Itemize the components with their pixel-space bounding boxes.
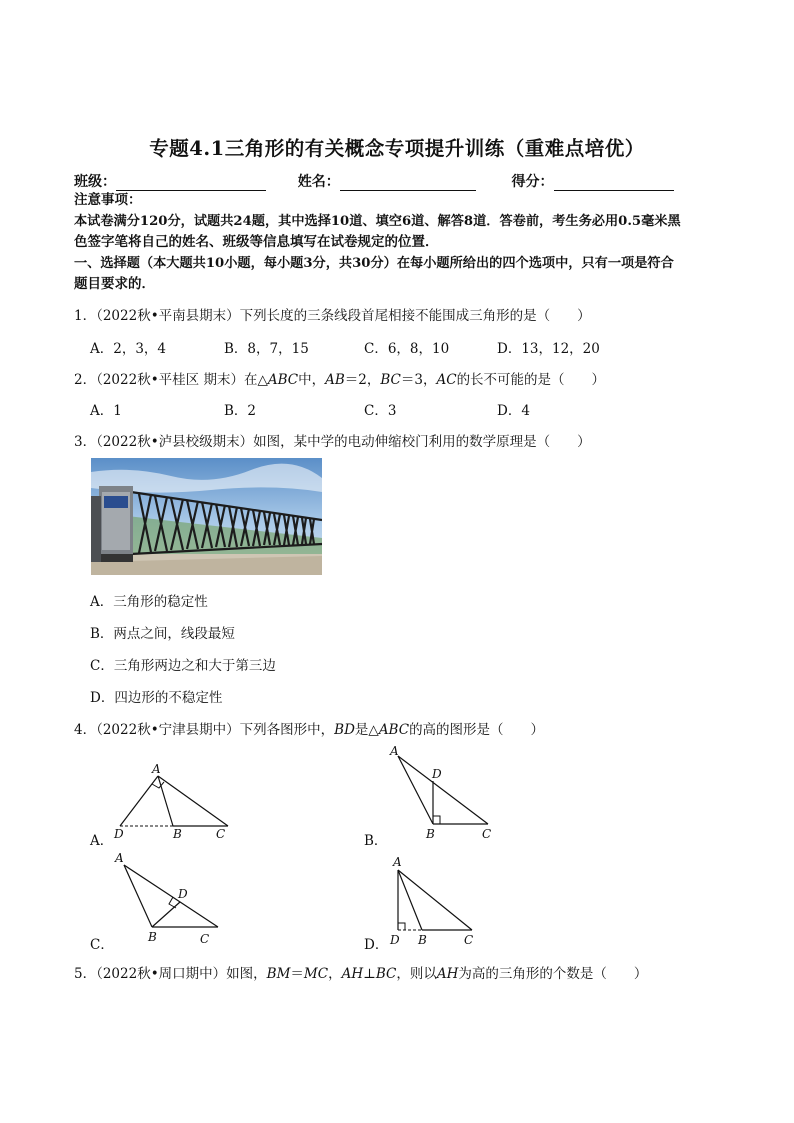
point-label-b: B xyxy=(418,933,427,947)
q5-segment-bm: BM xyxy=(266,966,291,982)
question-5-stem xyxy=(74,962,647,982)
section-heading-line-1: 一、选择题（本大题共10小题，每小题3分，共30分）在每小题所给出的四个选项中，只有一项是符合 xyxy=(74,256,674,271)
notes-heading: 注意事项： xyxy=(74,192,142,208)
name-label: 姓名： xyxy=(297,174,340,190)
right-angle-mark xyxy=(152,782,164,788)
point-label-a: A xyxy=(393,855,402,869)
point-label-a: A xyxy=(115,851,124,865)
q1-option-b[interactable]: B．8，7，15 xyxy=(224,341,309,357)
class-label: 班级： xyxy=(74,174,116,190)
score-blank[interactable] xyxy=(554,176,674,191)
q1-option-d[interactable]: D．13，12，20 xyxy=(497,341,600,357)
section-heading-line-2: 题目要求的． xyxy=(74,276,155,292)
q4-option-b-label[interactable]: B． xyxy=(364,833,388,849)
q2-text: ＝2， xyxy=(344,372,381,388)
notes-line-2: 色签字笔将自己的姓名、班级等信息填写在试卷规定的位置． xyxy=(74,234,439,250)
q5-segment-bc: BC xyxy=(375,966,397,982)
point-label-a: A xyxy=(390,744,399,758)
question-3-stem: 3．（2022秋•泸县校级期末）如图，某中学的电动伸缩校门利用的数学原理是（ ） xyxy=(74,434,591,450)
q4-figure-c[interactable] xyxy=(108,847,233,947)
q1-option-c[interactable]: C．6，8，10 xyxy=(364,341,450,357)
q5-text: ， xyxy=(328,966,342,982)
q4-prefix: 4．（2022秋•宁津县期中）下列各图形中， xyxy=(74,722,335,738)
q5-perp-symbol: ⊥ xyxy=(363,966,376,982)
q4-option-d-label[interactable]: D． xyxy=(364,937,389,953)
q2-text: ＝3， xyxy=(400,372,437,388)
q4-figure-d[interactable] xyxy=(384,850,484,948)
point-label-b: B xyxy=(173,827,182,841)
q2-segment-ab: AB xyxy=(325,372,345,388)
q2-option-b[interactable]: B．2 xyxy=(224,403,257,419)
name-blank[interactable] xyxy=(340,176,476,191)
right-angle-mark xyxy=(398,923,405,930)
q2-prefix: 2．（2022秋•平桂区 期末）在△ xyxy=(74,372,268,388)
q2-segment-ac: AC xyxy=(436,372,457,388)
q4-figure-a[interactable] xyxy=(110,760,235,842)
q5-segment-ah: AH xyxy=(341,966,364,982)
q2-triangle-name: ABC xyxy=(267,372,299,388)
q2-text: 中， xyxy=(298,372,326,388)
q5-prefix: 5．（2022秋•周口期中）如图， xyxy=(74,966,267,982)
q4-figure-b[interactable] xyxy=(384,740,504,845)
point-label-c: C xyxy=(200,932,210,946)
point-label-d: D xyxy=(432,767,442,781)
point-label-d: D xyxy=(114,827,124,841)
q2-suffix: 的长不可能的是（ ） xyxy=(456,372,606,388)
q5-segment-ah-2: AH xyxy=(436,966,459,982)
q4-option-c-label[interactable]: C． xyxy=(90,937,114,953)
point-label-b: B xyxy=(148,930,157,944)
q1-option-a[interactable]: A．2，3，4 xyxy=(90,341,167,357)
q3-option-d[interactable]: D．四边形的不稳定性 xyxy=(90,690,223,706)
q3-option-b[interactable]: B．两点之间，线段最短 xyxy=(90,626,235,642)
q3-option-a[interactable]: A．三角形的稳定性 xyxy=(90,594,208,610)
q4-suffix: 的高的图形是（ ） xyxy=(409,722,545,738)
student-info-row xyxy=(74,171,674,191)
q3-option-c[interactable]: C．三角形两边之和大于第三边 xyxy=(90,658,276,674)
point-label-c: C xyxy=(482,827,492,841)
point-label-b: B xyxy=(426,827,435,841)
q5-text: ＝ xyxy=(290,966,304,982)
notes-line-1: 本试卷满分120分，试题共24题，其中选择10道、填空6道、解答8道．答卷前，考生务必用0.5毫米黑 xyxy=(74,214,681,229)
q5-text: ，则以 xyxy=(396,966,437,982)
q4-triangle-name: ABC xyxy=(378,722,410,738)
q4-segment-bd: BD xyxy=(334,722,355,738)
point-label-a: A xyxy=(152,762,161,776)
point-label-d: D xyxy=(390,933,400,947)
q5-segment-mc: MC xyxy=(303,966,329,982)
q2-option-a[interactable]: A．1 xyxy=(90,403,122,419)
class-blank[interactable] xyxy=(116,176,266,191)
q5-suffix: 为高的三角形的个数是（ ） xyxy=(458,966,648,982)
point-label-c: C xyxy=(464,933,474,947)
right-angle-mark xyxy=(433,816,440,824)
question-2-stem xyxy=(74,368,605,388)
q4-text: 是△ xyxy=(354,722,379,738)
page-title: 专题4.1三角形的有关概念专项提升训练（重难点培优） xyxy=(149,137,645,160)
question-4-stem xyxy=(74,718,544,738)
point-label-d: D xyxy=(178,887,188,901)
retractable-gate-photo xyxy=(91,458,322,575)
point-label-c: C xyxy=(216,827,226,841)
q2-option-d[interactable]: D．4 xyxy=(497,403,530,419)
q4-option-a-label[interactable]: A． xyxy=(90,833,114,849)
score-label: 得分： xyxy=(511,174,554,190)
question-1-stem: 1．（2022秋•平南县期末）下列长度的三条线段首尾相接不能围成三角形的是（ ） xyxy=(74,308,591,324)
q2-segment-bc: BC xyxy=(380,372,401,388)
q2-option-c[interactable]: C．3 xyxy=(364,403,397,419)
